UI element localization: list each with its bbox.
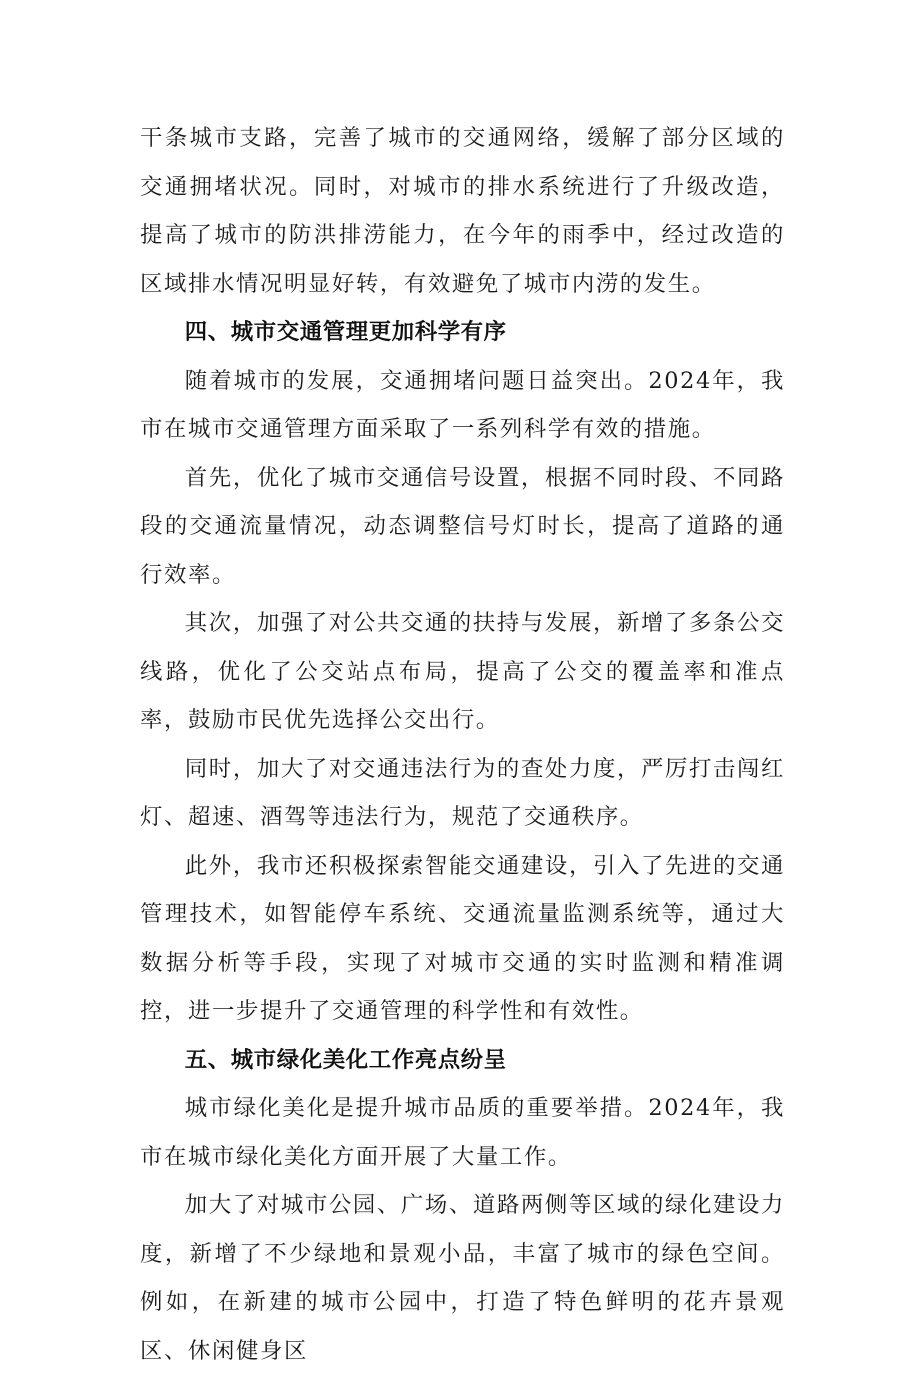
paragraph-continued: 干条城市支路，完善了城市的交通网络，缓解了部分区域的交通拥堵状况。同时，对城市的排水系统进行了升级改造，提高了城市的防洪排涝能力，在今年的雨季中，经过改造的区域排水情况明显好转，有效避免了城市内涝的发生。 (140, 125, 785, 297)
paragraph: 加大了对城市公园、广场、道路两侧等区域的绿化建设力度，新增了不少绿地和景观小品，丰富了城市的绿色空间。例如，在新建的城市公园中，打造了特色鲜明的花卉景观区、休闲健身区 (140, 1192, 785, 1364)
paragraph: 同时，加大了对交通违法行为的查处力度，严厉打击闯红灯、超速、酒驾等违法行为，规范了交通秩序。 (140, 755, 785, 830)
paragraph: 城市绿化美化是提升城市品质的重要举措。2024年，我市在城市绿化美化方面开展了大量工作。 (140, 1095, 785, 1170)
document-body (140, 114, 785, 1375)
paragraph: 其次，加强了对公共交通的扶持与发展，新增了多条公交线路，优化了公交站点布局，提高了公交的覆盖率和准点率，鼓励市民优先选择公交出行。 (140, 610, 785, 733)
paragraph: 首先，优化了城市交通信号设置，根据不同时段、不同路段的交通流量情况，动态调整信号灯时长，提高了道路的通行效率。 (140, 464, 785, 588)
section-heading-5: 五、城市绿化美化工作亮点纷呈 (184, 1046, 507, 1073)
paragraph: 此外，我市还积极探索智能交通建设，引入了先进的交通管理技术，如智能停车系统、交通流量监测系统等，通过大数据分析等手段，实现了对城市交通的实时监测和精准调控，进一步提升了交通管理的科学性和有效性。 (140, 852, 785, 1024)
paragraph: 随着城市的发展，交通拥堵问题日益突出。2024年，我市在城市交通管理方面采取了一系列科学有效的措施。 (140, 367, 785, 442)
section-heading-4: 四、城市交通管理更加科学有序 (184, 319, 507, 345)
